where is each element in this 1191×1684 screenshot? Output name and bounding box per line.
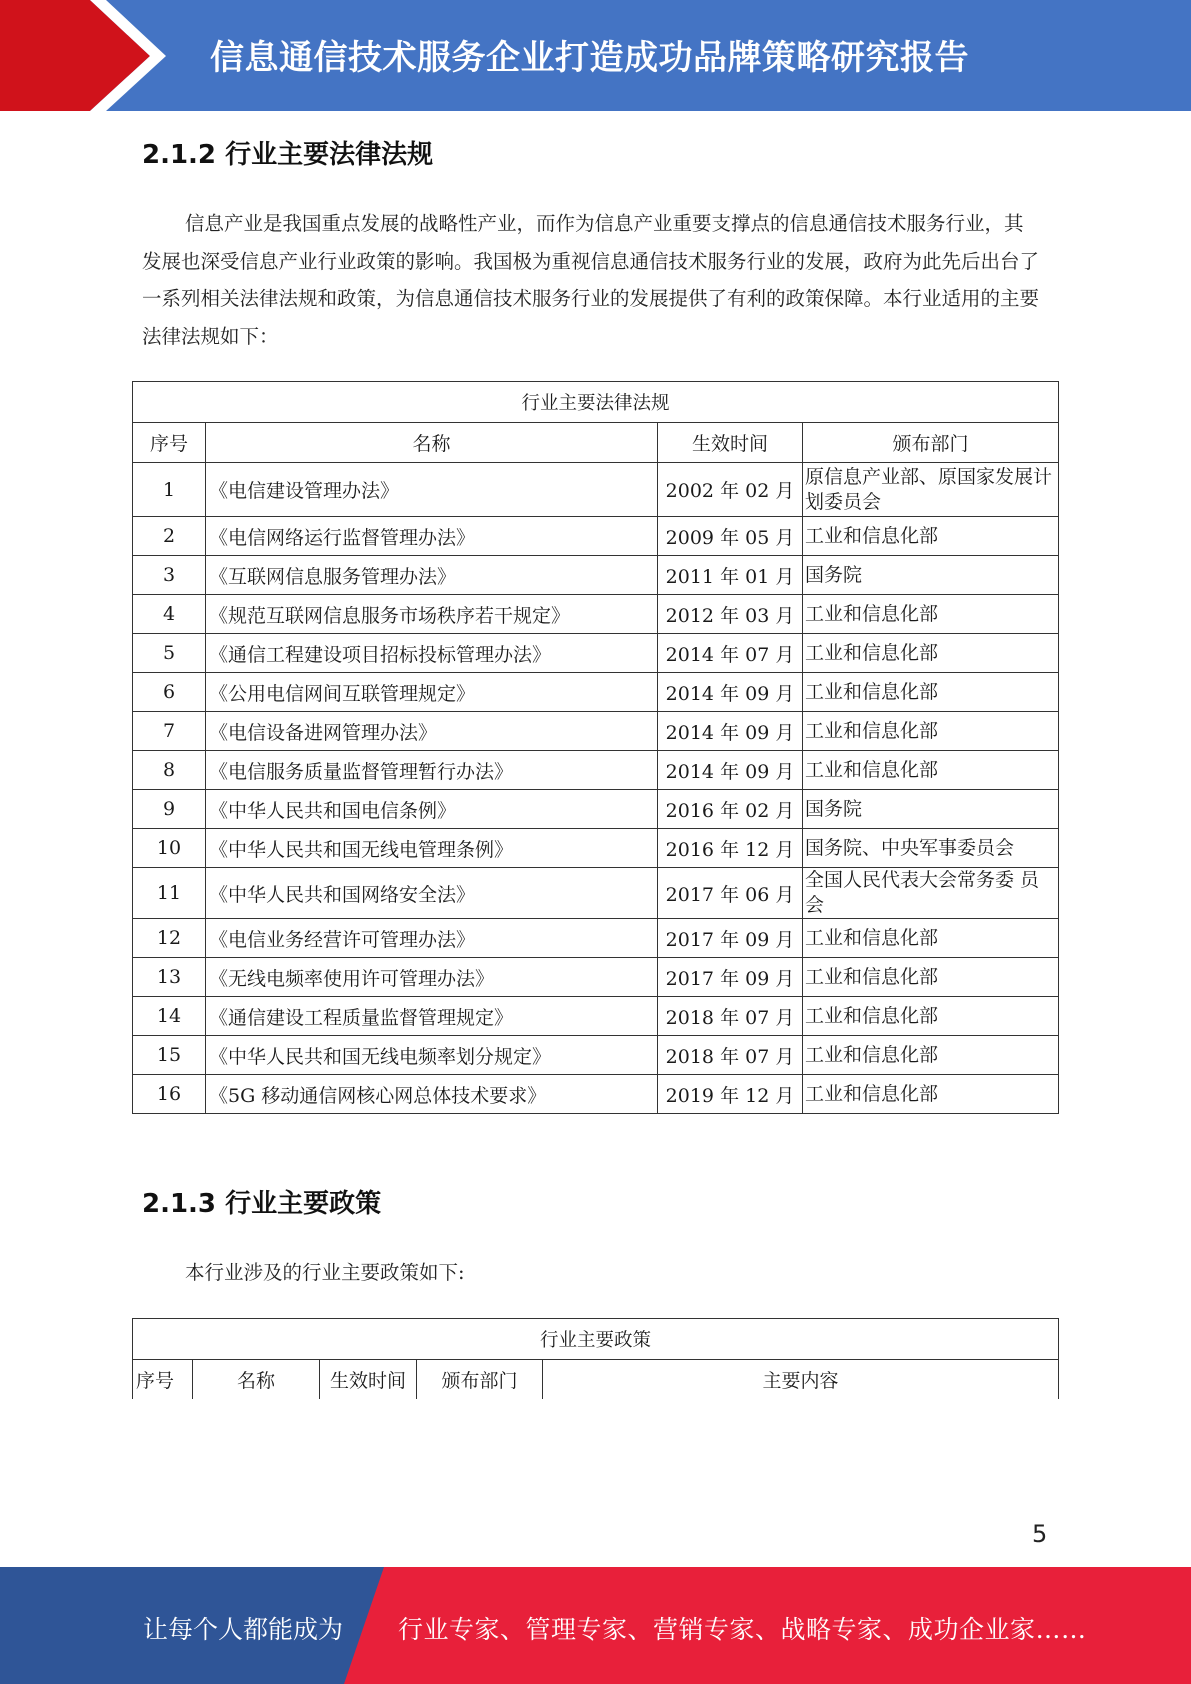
row-number: 13 — [133, 958, 206, 997]
col-header-dept: 颁布部门 — [417, 1360, 543, 1400]
row-number: 12 — [133, 919, 206, 958]
table-row — [133, 868, 1059, 919]
effective-date: 2017 年 09 月 — [658, 919, 803, 958]
issuing-department: 工业和信息化部 — [803, 958, 1059, 997]
law-name: 《中华人民共和国电信条例》 — [206, 790, 658, 829]
issuing-department: 工业和信息化部 — [803, 712, 1059, 751]
table-row — [133, 790, 1059, 829]
law-name: 《公用电信网间互联管理规定》 — [206, 673, 658, 712]
row-number: 16 — [133, 1075, 206, 1114]
laws-table — [132, 381, 1059, 1114]
row-number: 10 — [133, 829, 206, 868]
col-header-content: 主要内容 — [543, 1360, 1059, 1400]
effective-date: 2014 年 09 月 — [658, 712, 803, 751]
law-name: 《5G 移动通信网核心网总体技术要求》 — [206, 1075, 658, 1114]
table-row — [133, 712, 1059, 751]
table-row — [133, 1075, 1059, 1114]
laws-table-caption: 行业主要法律法规 — [133, 382, 1059, 423]
policies-intro-paragraph: 本行业涉及的行业主要政策如下: — [185, 1261, 465, 1284]
effective-date: 2012 年 03 月 — [658, 595, 803, 634]
col-header-name: 名称 — [193, 1360, 320, 1400]
policies-table — [132, 1318, 1059, 1399]
law-name: 《电信服务质量监督管理暂行办法》 — [206, 751, 658, 790]
footer-slogan-right: 行业专家、管理专家、营销专家、战略专家、成功企业家…… — [398, 1615, 1087, 1644]
row-number: 15 — [133, 1036, 206, 1075]
effective-date: 2011 年 01 月 — [658, 556, 803, 595]
table-row — [133, 595, 1059, 634]
table-row — [133, 1036, 1059, 1075]
law-name: 《电信设备进网管理办法》 — [206, 712, 658, 751]
issuing-department: 全国人民代表大会常务委 员会 — [803, 868, 1059, 919]
col-header-name: 名称 — [206, 423, 658, 463]
col-header-no: 序号 — [133, 423, 206, 463]
row-number: 14 — [133, 997, 206, 1036]
row-number: 7 — [133, 712, 206, 751]
effective-date: 2009 年 05 月 — [658, 517, 803, 556]
table-row — [133, 751, 1059, 790]
laws-table-body — [133, 463, 1059, 1114]
issuing-department: 国务院 — [803, 556, 1059, 595]
law-name: 《中华人民共和国无线电管理条例》 — [206, 829, 658, 868]
footer-banner — [0, 1567, 1191, 1684]
law-name: 《无线电频率使用许可管理办法》 — [206, 958, 658, 997]
issuing-department: 国务院 — [803, 790, 1059, 829]
section-heading-laws: 2.1.2 行业主要法律法规 — [142, 140, 434, 170]
table-row — [133, 556, 1059, 595]
issuing-department: 国务院、中央军事委员会 — [803, 829, 1059, 868]
effective-date: 2014 年 09 月 — [658, 751, 803, 790]
law-name: 《中华人民共和国网络安全法》 — [206, 868, 658, 919]
section-heading-policies: 2.1.3 行业主要政策 — [142, 1189, 382, 1219]
col-header-date: 生效时间 — [320, 1360, 417, 1400]
row-number: 5 — [133, 634, 206, 673]
law-name: 《规范互联网信息服务市场秩序若干规定》 — [206, 595, 658, 634]
law-name: 《中华人民共和国无线电频率划分规定》 — [206, 1036, 658, 1075]
issuing-department: 工业和信息化部 — [803, 1036, 1059, 1075]
table-row — [133, 919, 1059, 958]
row-number: 9 — [133, 790, 206, 829]
row-number: 1 — [133, 463, 206, 517]
issuing-department: 工业和信息化部 — [803, 919, 1059, 958]
table-row — [133, 958, 1059, 997]
row-number: 6 — [133, 673, 206, 712]
law-name: 《电信网络运行监督管理办法》 — [206, 517, 658, 556]
table-row — [133, 463, 1059, 517]
row-number: 8 — [133, 751, 206, 790]
effective-date: 2018 年 07 月 — [658, 1036, 803, 1075]
effective-date: 2002 年 02 月 — [658, 463, 803, 517]
law-name: 《互联网信息服务管理办法》 — [206, 556, 658, 595]
issuing-department: 工业和信息化部 — [803, 517, 1059, 556]
effective-date: 2014 年 07 月 — [658, 634, 803, 673]
law-name: 《通信工程建设项目招标投标管理办法》 — [206, 634, 658, 673]
issuing-department: 工业和信息化部 — [803, 1075, 1059, 1114]
issuing-department: 工业和信息化部 — [803, 595, 1059, 634]
effective-date: 2016 年 12 月 — [658, 829, 803, 868]
effective-date: 2019 年 12 月 — [658, 1075, 803, 1114]
table-row — [133, 997, 1059, 1036]
laws-intro-paragraph: 信息产业是我国重点发展的战略性产业，而作为信息产业重要支撑点的信息通信技术服务行业，其发展也深受信息产业行业政策的影响。我国极为重视信息通信技术服务行业的发展，政府为此先后出台了一系列相关法律法规和政策，为信息通信技术服务行业的发展提供了有利的政策保障。本行业适用的主要法律法规如下： — [142, 212, 1040, 348]
law-name: 《通信建设工程质量监督管理规定》 — [206, 997, 658, 1036]
laws-table-header-row — [133, 423, 1059, 463]
law-name: 《电信建设管理办法》 — [206, 463, 658, 517]
policies-table-caption: 行业主要政策 — [133, 1319, 1059, 1360]
col-header-date: 生效时间 — [658, 423, 803, 463]
row-number: 4 — [133, 595, 206, 634]
law-name: 《电信业务经营许可管理办法》 — [206, 919, 658, 958]
issuing-department: 原信息产业部、原国家发展计划委员会 — [803, 463, 1059, 517]
issuing-department: 工业和信息化部 — [803, 634, 1059, 673]
col-header-no: 序号 — [133, 1360, 193, 1400]
table-row — [133, 634, 1059, 673]
row-number: 2 — [133, 517, 206, 556]
effective-date: 2016 年 02 月 — [658, 790, 803, 829]
issuing-department: 工业和信息化部 — [803, 673, 1059, 712]
issuing-department: 工业和信息化部 — [803, 997, 1059, 1036]
report-title: 信息通信技术服务企业打造成功品牌策略研究报告 — [210, 38, 969, 78]
table-row — [133, 673, 1059, 712]
table-row — [133, 517, 1059, 556]
effective-date: 2017 年 06 月 — [658, 868, 803, 919]
page-number: 5 — [1032, 1520, 1048, 1548]
effective-date: 2014 年 09 月 — [658, 673, 803, 712]
row-number: 3 — [133, 556, 206, 595]
row-number: 11 — [133, 868, 206, 919]
issuing-department: 工业和信息化部 — [803, 751, 1059, 790]
header-banner — [0, 0, 1191, 111]
effective-date: 2018 年 07 月 — [658, 997, 803, 1036]
policies-table-header-row — [133, 1360, 1059, 1400]
footer-slogan-left: 让每个人都能成为 — [143, 1615, 344, 1644]
effective-date: 2017 年 09 月 — [658, 958, 803, 997]
col-header-dept: 颁布部门 — [803, 423, 1059, 463]
table-row — [133, 829, 1059, 868]
